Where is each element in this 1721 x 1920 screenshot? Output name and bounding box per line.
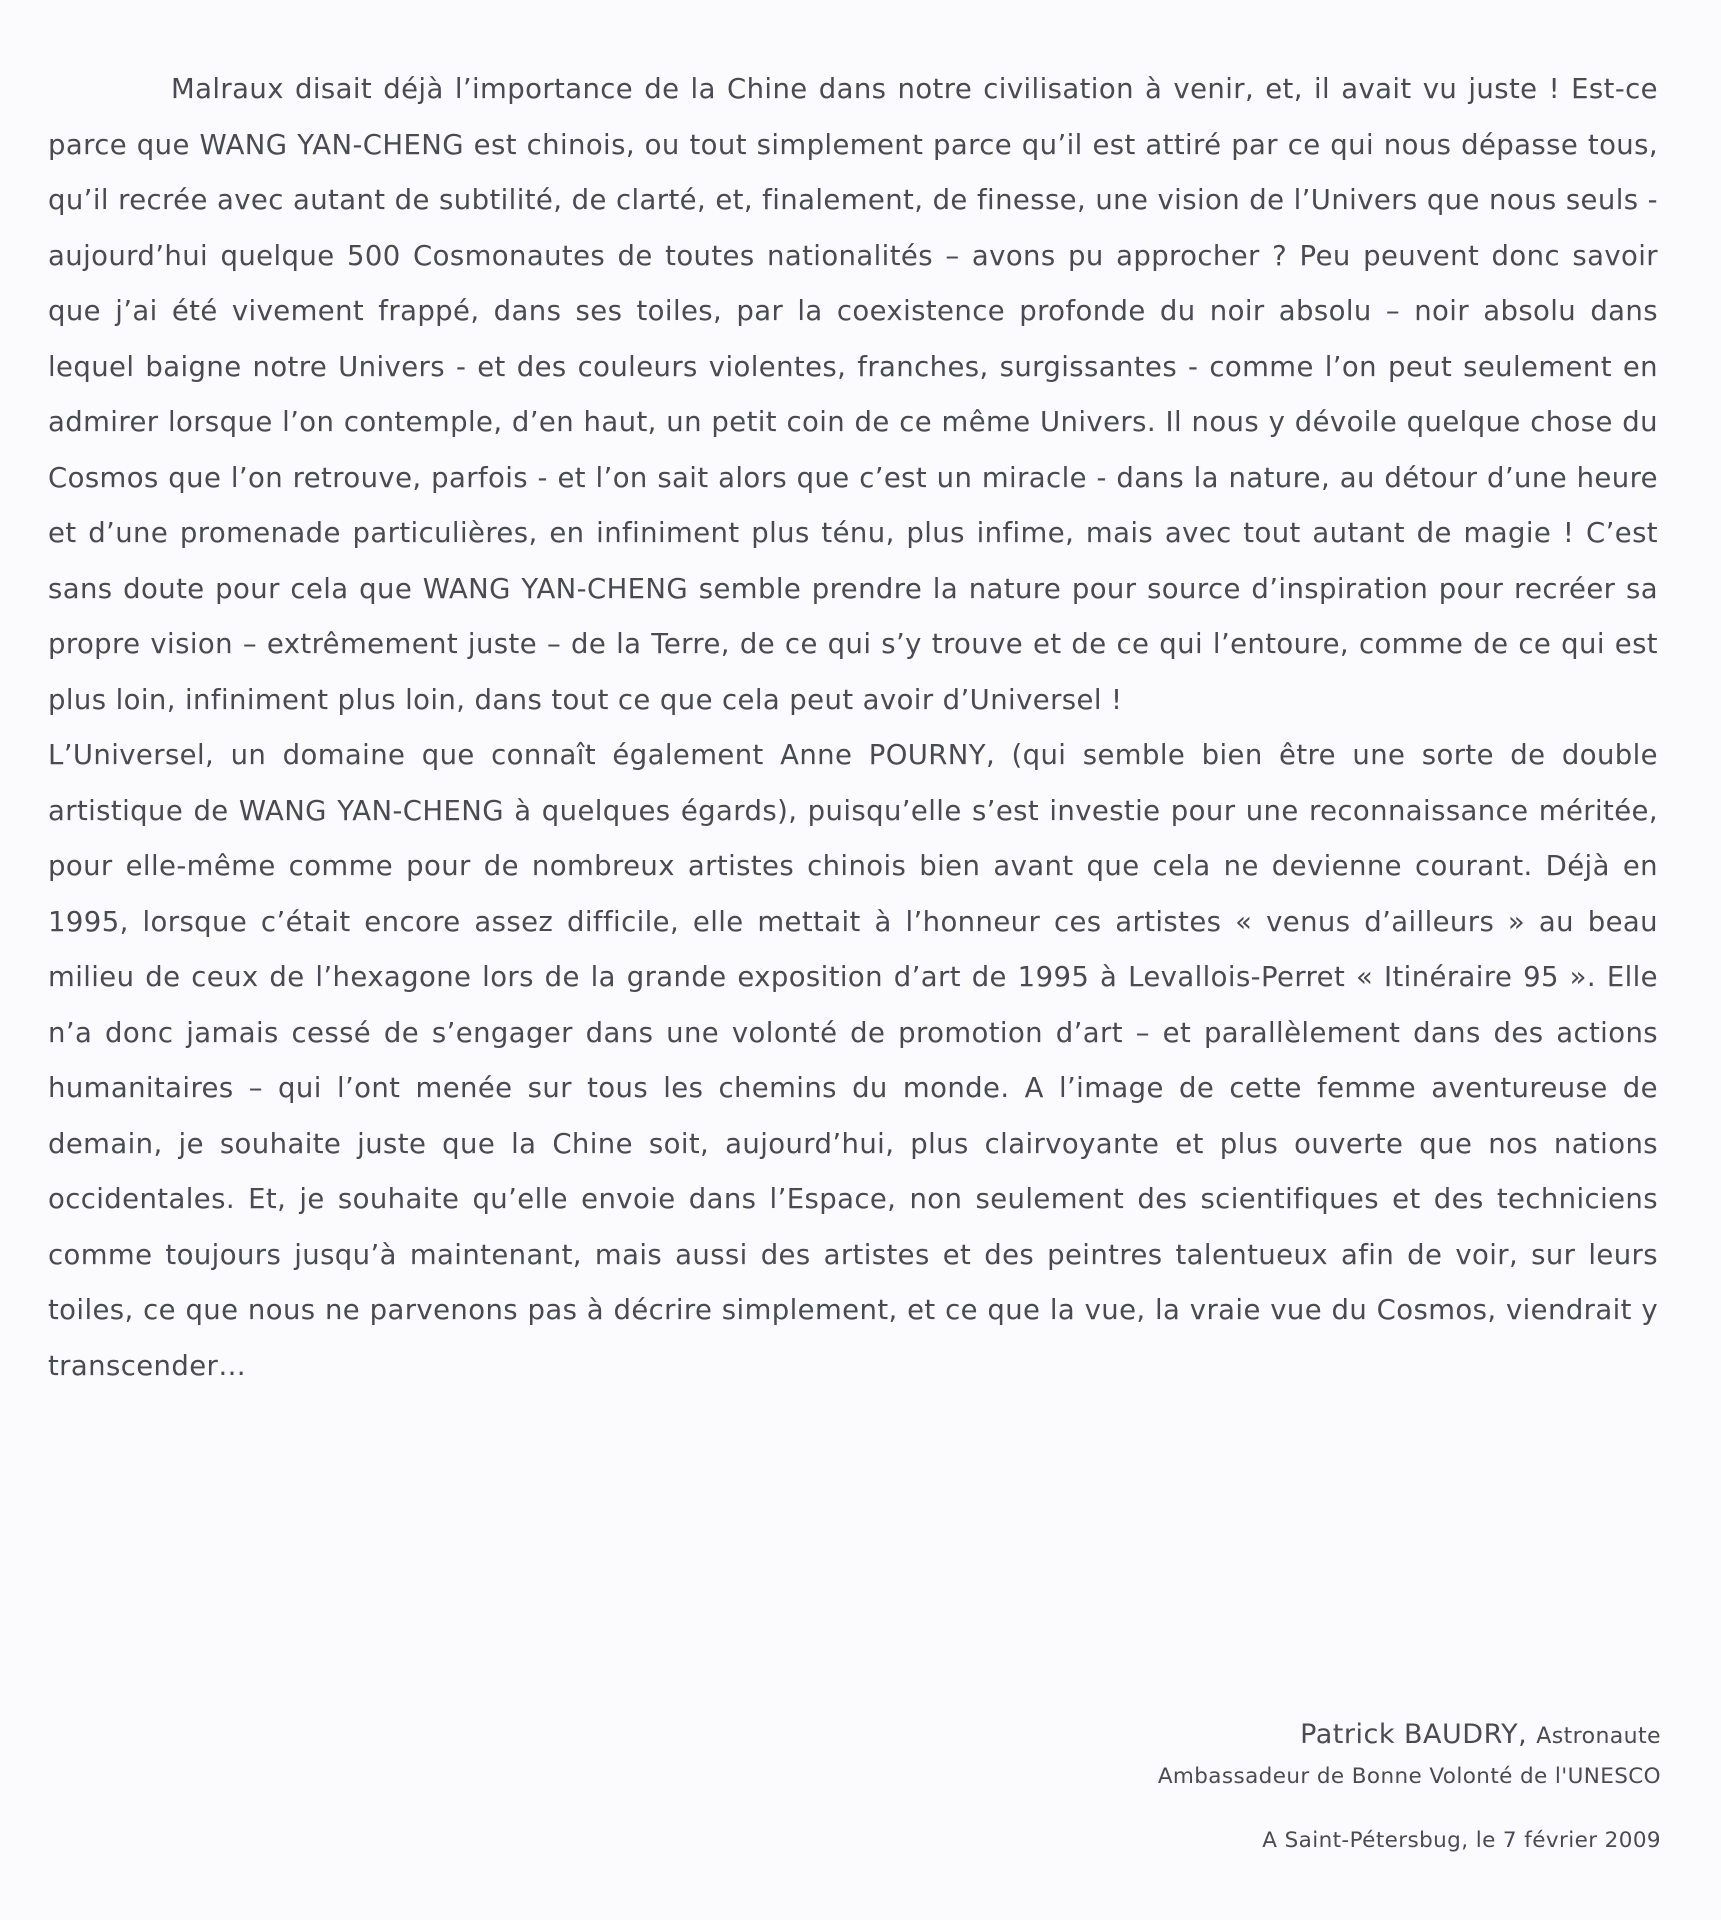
signature-name: Patrick BAUDRY, [1300,1719,1528,1750]
signature-role: Ambassadeur de Bonne Volonté de l'UNESCO [1157,1764,1661,1789]
dateline: A Saint-Pétersbug, le 7 février 2009 [1262,1828,1661,1853]
paragraph-2: L’Universel, un domaine que connaît également Anne POURNY, (qui semble bien être une sorte de double artistique de WANG YAN-CHENG à quelques égards), puisqu’elle s’est investie pour une reconnaissance méritée, pour elle-même comme pour de nombreux artistes chinois bien avant que cela ne devienne courant. Déjà en 1995, lorsque c’était encore assez difficile, elle mettait à l’honneur ces artistes « venus d’ailleurs » au beau milieu de ceux de l’hexagone lors de la grande exposition d’art de 1995 à Levallois-Perret « Itinéraire 95 ». Elle n’a donc jamais cessé de s’engager dans une volonté de promotion d’art – et parallèlement dans des actions humanitaires – qui l’ont menée sur tous les chemins du monde. A l’image de cette femme aventureuse de demain, je souhaite juste que la Chine soit, aujourd’hui, plus clairvoyante et plus ouverte que nos nations occidentales. Et, je souhaite qu’elle envoie dans l’Espace, non seulement des scientifiques et des techniciens comme toujours jusqu’à maintenant, mais aussi des artistes et des peintres talentueux afin de voir, sur leurs toiles, ce que nous ne parvenons pas à décrire simplement, et ce que la vue, la vraie vue du Cosmos, viendrait y transcender… [48,739,1658,1382]
signature-name-line [1158,1713,1661,1759]
signature-title: Astronaute [1536,1724,1661,1749]
signature-block [1158,1713,1661,1795]
paragraph-1: Malraux disait déjà l’importance de la Chine dans notre civilisation à venir, et, il avait vu juste ! Est-ce parce que WANG YAN-CHENG est chinois, ou tout simplement parce qu’il est attiré par ce qui nous dépasse tous, qu’il recrée avec autant de subtilité, de clarté, et, finalement, de finesse, une vision de l’Univers que nous seuls - aujourd’hui quelque 500 Cosmonautes de toutes nationalités – avons pu approcher ? Peu peuvent donc savoir que j’ai été vivement frappé, dans ses toiles, par la coexistence profonde du noir absolu – noir absolu dans lequel baigne notre Univers - et des couleurs violentes, franches, surgissantes - comme l’on peut seulement en admirer lorsque l’on contemple, d’en haut, un petit coin de ce même Univers. Il nous y dévoile quelque chose du Cosmos que l’on retrouve, parfois - et l’on sait alors que c’est un miracle - dans la nature, au détour d’une heure et d’une promenade particulières, en infiniment plus ténu, plus infime, mais avec tout autant de magie ! C’est sans doute pour cela que WANG YAN-CHENG semble prendre la nature pour source d’inspiration pour recréer sa propre vision – extrêmement juste – de la Terre, de ce qui s’y trouve et de ce qui l’entoure, comme de ce qui est plus loin, infiniment plus loin, dans tout ce que cela peut avoir d’Universel ! [48,73,1658,716]
letter-body [48,62,1658,1394]
